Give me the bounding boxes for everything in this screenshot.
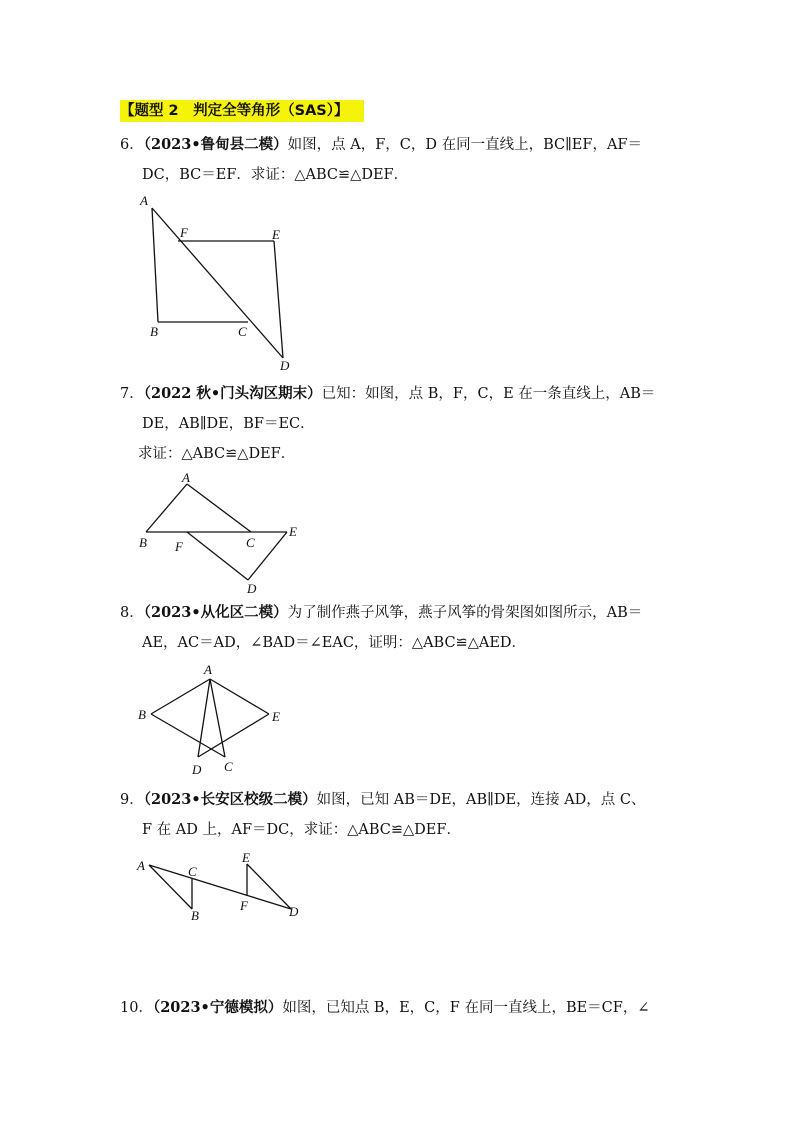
problem-9-line-2: F 在 AD 上，AF＝DC，求证：△ABC≌△DEF． bbox=[142, 822, 461, 838]
problem-8-number: 8． bbox=[120, 605, 144, 621]
problem-7-figure bbox=[135, 468, 315, 598]
label-d: D bbox=[192, 762, 202, 777]
problem-6-figure bbox=[130, 190, 310, 380]
problem-10-line-1 bbox=[120, 998, 650, 1018]
problem-6-line-1 bbox=[120, 135, 642, 155]
label-b: B bbox=[139, 535, 147, 550]
problem-8-line-2: AE，AC＝AD，∠BAD＝∠EAC，证明：△ABC≌△AED． bbox=[142, 635, 527, 651]
problem-9-number: 9． bbox=[120, 792, 144, 808]
segment-ae bbox=[210, 679, 269, 714]
label-c: C bbox=[224, 759, 233, 774]
label-b: B bbox=[191, 908, 199, 923]
label-e: E bbox=[289, 524, 297, 539]
segment-ed bbox=[198, 714, 269, 757]
label-f: F bbox=[240, 898, 248, 913]
label-c: C bbox=[246, 535, 255, 550]
label-d: D bbox=[289, 904, 299, 919]
segment-fd bbox=[187, 532, 248, 580]
problem-7-text-1: 已知：如图，点 B，F，C，E 在一条直线上，AB＝ bbox=[321, 386, 656, 402]
segment-ad bbox=[152, 208, 283, 358]
problem-9-figure bbox=[130, 845, 310, 930]
problem-10-number: 10． bbox=[120, 1000, 153, 1016]
segment-ed bbox=[274, 241, 283, 358]
problem-7-line-2: DE，AB∥DE，BF＝EC． bbox=[142, 416, 315, 432]
section-header-banner bbox=[120, 100, 364, 122]
problem-8-line-1 bbox=[120, 603, 642, 623]
problem-6-source: （2023•鲁甸县二模） bbox=[143, 136, 288, 153]
segment-ac bbox=[187, 484, 251, 532]
label-c: C bbox=[238, 324, 247, 339]
label-d: D bbox=[247, 581, 257, 596]
problem-7-line-3: 求证：△ABC≌△DEF． bbox=[138, 446, 296, 462]
problem-6-number: 6． bbox=[120, 137, 144, 153]
label-e: E bbox=[242, 850, 250, 865]
segment-ab bbox=[152, 208, 158, 322]
label-b: B bbox=[138, 707, 146, 722]
segment-bc bbox=[151, 714, 225, 757]
label-e: E bbox=[272, 709, 280, 724]
label-f: F bbox=[175, 539, 183, 554]
label-b: B bbox=[150, 324, 158, 339]
label-f: F bbox=[180, 225, 188, 240]
label-a: A bbox=[137, 858, 145, 873]
problem-8-source: （2023•从化区二模） bbox=[143, 604, 288, 621]
problem-7-line-1 bbox=[120, 384, 655, 404]
problem-9-line-1 bbox=[120, 790, 646, 810]
problem-9-text-1: 如图，已知 AB＝DE，AB∥DE，连接 AD，点 C、 bbox=[316, 792, 646, 808]
problem-7-number: 7． bbox=[120, 386, 144, 402]
problem-8-figure bbox=[135, 658, 305, 783]
label-c: C bbox=[188, 864, 197, 879]
label-a: A bbox=[182, 470, 190, 485]
segment-ab bbox=[146, 484, 187, 532]
section-header: 【题型 2 判定全等角形（SAS）】 bbox=[120, 103, 349, 119]
label-d: D bbox=[280, 358, 290, 373]
problem-10-text-1: 如图，已知点 B，E，C，F 在同一直线上，BE＝CF，∠ bbox=[282, 1000, 650, 1016]
problem-7-source: （2022 秋•门头沟区期末） bbox=[143, 385, 322, 402]
problem-8-text-1: 为了制作燕子风筝，燕子风筝的骨架图如图所示，AB＝ bbox=[287, 605, 643, 621]
problem-6-line-2: DC，BC＝EF．求证：△ABC≌△DEF． bbox=[142, 167, 409, 183]
label-e: E bbox=[272, 227, 280, 242]
problem-6-text-1: 如图，点 A，F，C，D 在同一直线上，BC∥EF，AF＝ bbox=[287, 137, 642, 153]
label-a: A bbox=[204, 662, 212, 677]
problem-9-source: （2023•长安区校级二模） bbox=[143, 791, 317, 808]
problem-10-source: （2023•宁德模拟） bbox=[152, 999, 283, 1016]
segment-ab bbox=[151, 679, 210, 714]
label-a: A bbox=[140, 193, 148, 208]
